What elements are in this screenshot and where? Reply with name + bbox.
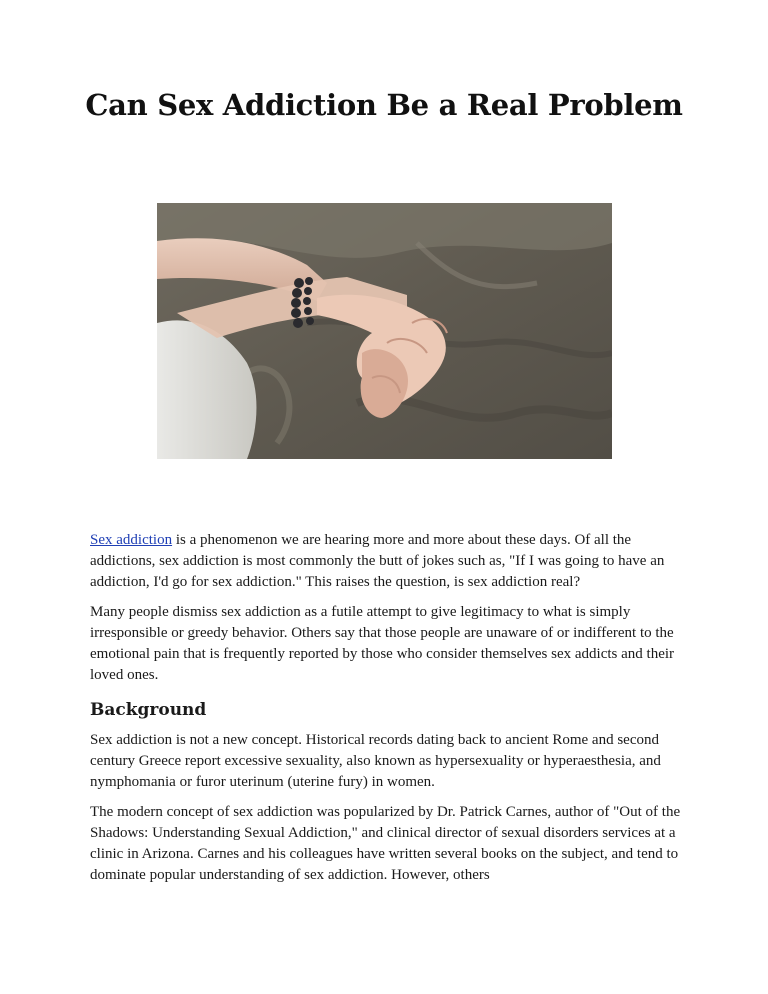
- background-heading: Background: [90, 700, 207, 720]
- intro-paragraph-1-text: is a phenomenon we are hearing more and more about these days. Of all the addictions, sex addiction is most commonly the butt of jokes such as, "If I was going to have an addiction, I'd go for sex addiction." This raises the question, is sex addiction real?: [90, 532, 665, 590]
- background-paragraph-1: Sex addiction is not a new concept. Historical records dating back to ancient Rome and second century Greece report excessive sexuality, also known as hypersexuality or hyperaesthesia, and nymphomania or furor uterinum (uterine fury) in women.: [90, 732, 661, 790]
- page-title: Can Sex Addiction Be a Real Problem: [85, 88, 683, 122]
- article-body: [90, 530, 690, 895]
- photo-illustration: [157, 203, 612, 459]
- intro-paragraph-1: [90, 530, 690, 593]
- intro-paragraph-2: Many people dismiss sex addiction as a futile attempt to give legitimacy to what is simply irresponsible or greedy behavior. Others say that those people are unaware of or indifferent to the emotional pain that is frequently reported by those who consider themselves sex addicts and their loved ones.: [90, 604, 675, 683]
- sex-addiction-link[interactable]: Sex addiction: [90, 532, 173, 548]
- background-paragraph-2: The modern concept of sex addiction was popularized by Dr. Patrick Carnes, author of "Out of the Shadows: Understanding Sexual Addiction," and clinical director of sexual disorders services at a clinic in Arizona. Carnes and his colleagues have written several books on the subject, and tend to dominate popular understanding of sex addiction. However, others: [90, 804, 681, 883]
- hands-photo: [157, 203, 612, 459]
